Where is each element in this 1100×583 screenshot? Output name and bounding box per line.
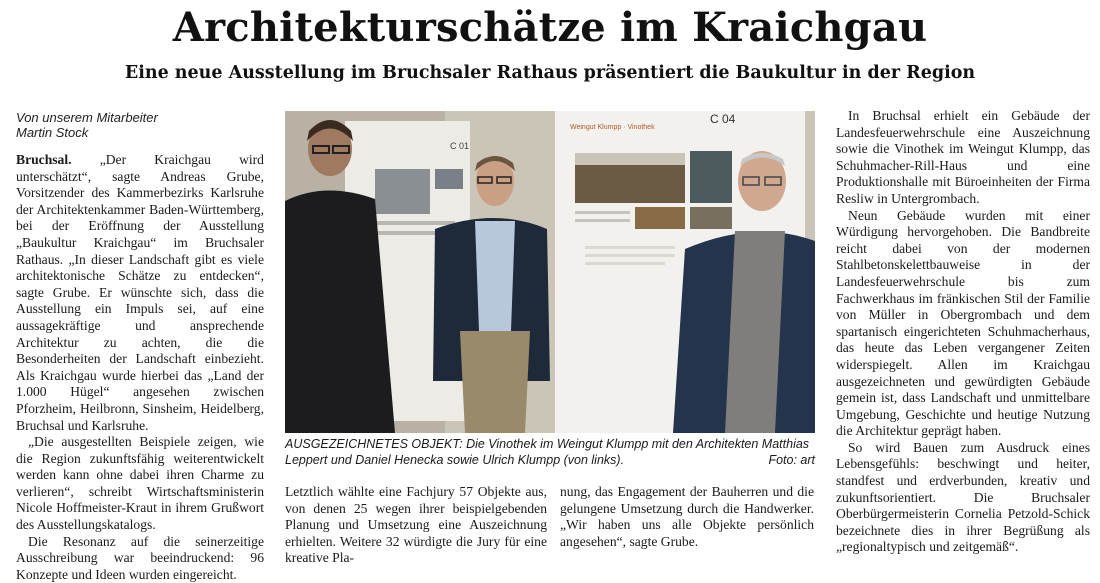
caption-lead: AUSGEZEICHNETES OBJEKT:: [285, 437, 463, 451]
paragraph: nung, das Engagement der Bauherren und die gelungene Umsetzung durch die Handwerker. „Wir haben uns alle Objekte persönlich angesehen“, sagte Grube.: [560, 484, 814, 549]
paragraph: Neun Gebäude wurden mit einer Würdigung hervorgehoben. Die Bandbreite reicht dabei von der modernen Stahlbetonskelettbauweise in der Landesfeuerwehrschule bis zum Fachwerkhaus im fränkischen Stil der Familie von Müller in Obergrombach und dem spartanisch eingerichteten Schuhmacherhaus, das heute das Leben vergangener Zeiten widerspiegelt. Allen im Kraichgau ausgezeichneten und gewürdigten Gebäude gemein ist, dass Landschaft und unmittelbare Umgebung, Geschichte und heutige Nutzung die Architektur geprägt haben.: [836, 207, 1090, 439]
paragraph: So wird Bauen zum Ausdruck eines Lebensgefühls: beschwingt und heiter, standfest und erdverbunden, kreativ und zukunftsorientiert. Die Bruchsaler Oberbürgermeisterin Cornelia Petzold-Schick bezeichnete dies in ihrer Begrüßung als „regionaltypisch und zeitgemäß“.: [836, 439, 1090, 555]
paragraph: In Bruchsal erhielt ein Gebäude der Landesfeuerwehrschule eine Auszeichnung sowie die Vinothek im Weingut Klumpp, das Schuhmacher-Rill-Haus und eine Produktionshalle mit Büroeinheiten der Firma Resliw in Untergrombach.: [836, 108, 1090, 206]
article-column-2: [285, 484, 547, 567]
byline: [16, 110, 266, 140]
caption-text: Die Vinothek im Weingut Klumpp mit den Architekten Matthias Leppert und Daniel Henecka sowie Ulrich Klumpp (von links).: [285, 437, 810, 467]
dateline: Bruchsal.: [16, 152, 72, 167]
paragraph: [16, 152, 264, 434]
article-photo: [285, 111, 815, 433]
byline-role: Von unserem Mitarbeiter: [16, 110, 158, 125]
panel-label-right: C 04: [710, 112, 736, 126]
article-headline: Architekturschätze im Kraichgau: [172, 4, 928, 51]
article-column-3: [560, 484, 814, 550]
panel-heading: Weingut Klumpp · Vinothek: [570, 124, 655, 131]
article-subheadline: Eine neue Ausstellung im Bruchsaler Rathaus präsentiert die Baukultur in der Region: [124, 63, 976, 83]
photo-caption: [285, 437, 815, 468]
byline-author: Martin Stock: [16, 125, 89, 140]
paragraph: Letztlich wählte eine Fachjury 57 Objekte aus, von denen 25 wegen ihrer beispielgebenden Planung und Umsetzung eine Auszeichnung erhielten. Weitere 32 würdigte die Jury für eine kreative Pla-: [285, 484, 547, 566]
article-column-1: [16, 152, 264, 583]
article-column-4: [836, 108, 1090, 556]
panel-label-left: C 01: [450, 141, 470, 151]
paragraph: Die Resonanz auf die seinerzeitige Ausschreibung war beeindruckend: 96 Konzepte und Ideen wurden eingereicht.: [16, 533, 264, 582]
paragraph: „Die ausgestellten Beispiele zeigen, wie die Region zukunftsfähig weiterentwickelt werden kann ohne dabei ihren Charme zu verlieren“, schreibt Wirtschaftsministerin Nicole Hoffmeister-Kraut in ihrem Grußwort des Ausstellungskatalogs.: [16, 434, 264, 533]
photo-illustration: [285, 111, 815, 433]
photo-credit: Foto: art: [768, 452, 815, 467]
paragraph-text: „Der Kraichgau wird unterschätzt“, sagte Andreas Grube, Vorsitzender des Kammerbezirks Karlsruhe der Architektenkammer Baden-Württemberg, bei der Eröffnung der Ausstellung „Baukultur Kraichgau“ im Bruchsaler Rathaus. „In dieser Landschaft gibt es viele architektonische Schätze zu entdecken“, sagte Grube. Er wünschte sich, dass die Ausstellung ein Impuls sei, auf eine aussagekräftige und ansprechende Architektur zu achten, die die Besonderheiten der Landschaft einbezieht. Als Kraichgau wurde hierbei das „Land der 1.000 Hügel“ angesehen zwischen Pforzheim, Heilbronn, Sinsheim, Heidelberg, Bruchsal und Karlsruhe.: [16, 152, 264, 433]
